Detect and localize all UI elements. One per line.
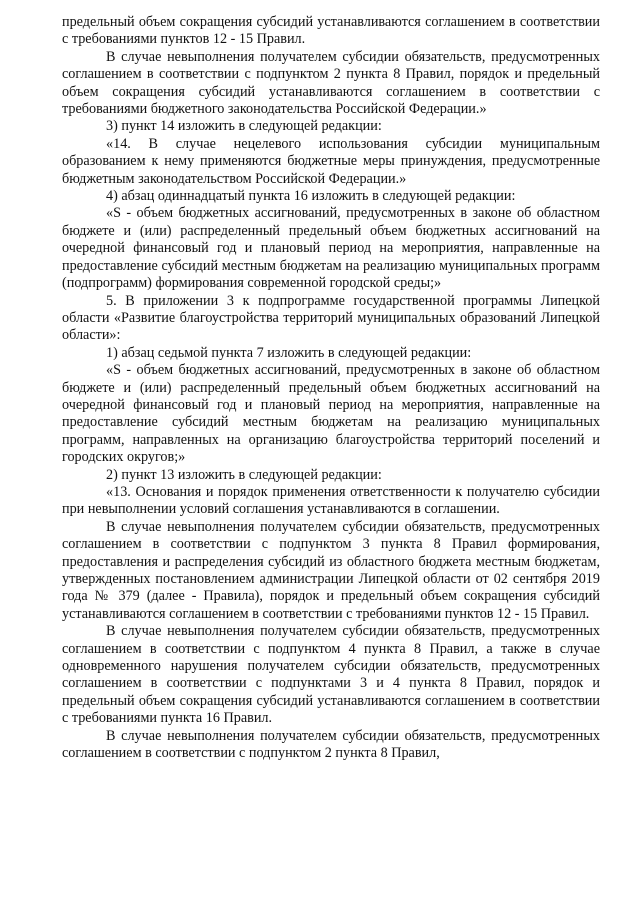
paragraph-obligation-sp2: В случае невыполнения получателем субсидии обязательств, предусмотренных соглашением в соответствии с подпунктом 2 пункта 8 Правил, порядок и предельный объем сокращения субсидий устанавливаются соглашением в соответствии с требованиями бюджетного законодательства Российской Федерации.» bbox=[62, 48, 600, 118]
paragraph-item-4: 4) абзац одиннадцатый пункта 16 изложить в следующей редакции: bbox=[106, 188, 516, 205]
paragraph-subitem-1: 1) абзац седьмой пункта 7 изложить в следующей редакции: bbox=[106, 344, 472, 361]
paragraph-s-definition-2: «S - объем бюджетных ассигнований, предусмотренных в законе об областном бюджете и (или) распределенный предельный объем бюджетных ассигнований на очередной финансовый год и плановый период на мероприятия, направленные на предоставление субсидий местным бюджетам на реализацию муниципальных программ, направленных на организацию благоустройства территорий поселений и городских округов;» bbox=[62, 362, 600, 466]
paragraph-section-5: 5. В приложении 3 к подпрограмме государственной программы Липецкой области «Развитие благоустройства территорий муниципальных образований Липецкой области»: bbox=[62, 292, 600, 344]
paragraph-point-14: «14. В случае нецелевого использования субсидии муниципальным образованием к нему применяются бюджетные меры принуждения, предусмотренные бюджетным законодательством Российской Федерации.» bbox=[62, 135, 600, 187]
paragraph-item-3: 3) пункт 14 изложить в следующей редакции: bbox=[106, 118, 382, 135]
paragraph-subitem-2: 2) пункт 13 изложить в следующей редакции: bbox=[106, 466, 382, 483]
paragraph-obligation-sp4: В случае невыполнения получателем субсидии обязательств, предусмотренных соглашением в соответствии с подпунктом 4 пункта 8 Правил, а также в случае одновременного нарушения получателем субсидии обязательств, предусмотренных соглашением в соответствии с подпунктами 3 и 4 пункта 8 Правил, порядок и предельный объем сокращения субсидий устанавливаются соглашением в соответствии с требованиями пункта 16 Правил. bbox=[62, 623, 600, 727]
paragraph-point-13: «13. Основания и порядок применения ответственности к получателю субсидии при невыполнении условий соглашения устанавливаются в соглашении. bbox=[62, 483, 600, 518]
paragraph-continuation: предельный объем сокращения субсидий устанавливаются соглашением в соответствии с требованиями пунктов 12 - 15 Правил. bbox=[62, 14, 600, 48]
paragraph-s-definition-1: «S - объем бюджетных ассигнований, предусмотренных в законе об областном бюджете и (или) распределенный предельный объем бюджетных ассигнований на очередной финансовый год и плановый период на мероприятия, направленные на предоставление субсидий местным бюджетам на реализацию муниципальных программ (подпрограмм) формирования современной городской среды;» bbox=[62, 205, 600, 292]
paragraph-obligation-sp3: В случае невыполнения получателем субсидии обязательств, предусмотренных соглашением в соответствии с подпунктом 3 пункта 8 Правил формирования, предоставления и распределения субсидий из областного бюджета местным бюджетам, утвержденных постановлением администрации Липецкой области от 02 сентября 2019 года № 379 (далее - Правила), порядок и предельный объем сокращения субсидий устанавливаются соглашением в соответствии с требованиями пунктов 12 - 15 Правил. bbox=[62, 518, 600, 622]
paragraph-obligation-sp2-final: В случае невыполнения получателем субсидии обязательств, предусмотренных соглашением в соответствии с подпунктом 2 пункта 8 Правил, bbox=[62, 727, 600, 762]
